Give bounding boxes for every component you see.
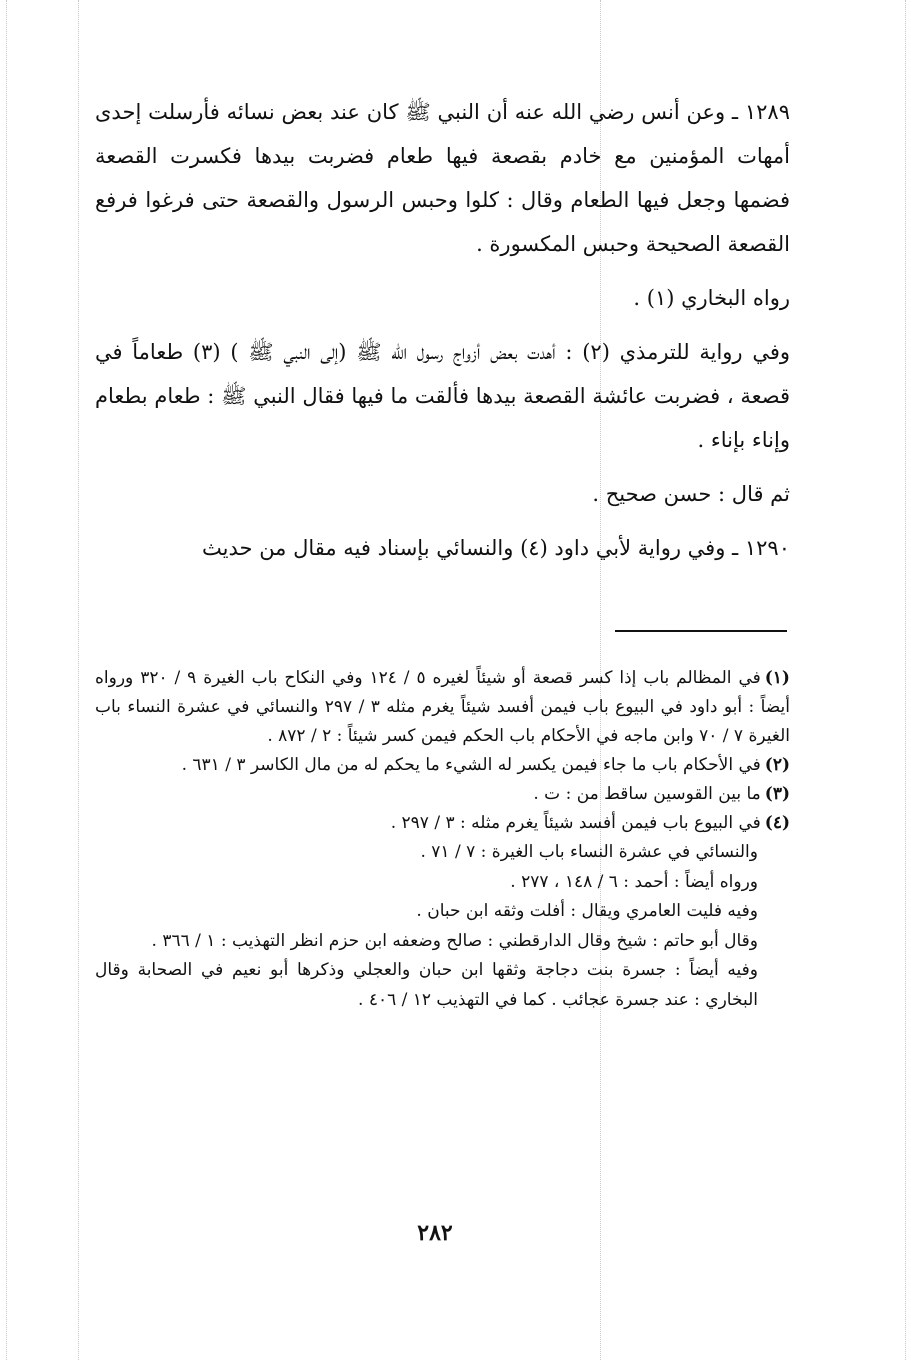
footnote-4-line: ورواه أيضاً : أحمد : ٦ / ١٤٨ ، ٢٧٧ . — [510, 871, 758, 892]
footnote-4-line: وقال أبو حاتم : شيخ وقال الدارقطني : صالح وضعفه ابن حزم انظر التهذيب : ١ / ٣٦٦ . — [151, 930, 758, 951]
tirmidhi-grading: ثم قال : حسن صحيح . — [592, 482, 790, 506]
page-number: ٢٨٢ — [417, 1220, 453, 1246]
scan-artifact-line — [905, 0, 906, 1360]
footnote-4-line: والنسائي في عشرة النساء باب الغيرة : ٧ / ٧١ . — [420, 842, 758, 862]
footnote-text: ما بين القوسين ساقط من : ت . — [533, 784, 761, 804]
footnote-text: في المظالم باب إذا كسر قصعة أو شيئاً لغيره ٥ / ١٢٤ وفي النكاح باب الغيرة ٩ / ٣٢٠ ورواه أيضاً : أبو داود في البيوع باب فيمن أفسد شيئاً يغرم مثله ٣ / ٢٩٧ والنسائي في عشرة النساء باب الغيرة ٧ / ٧٠ وابن ماجه في الأحكام باب الحكم فيمن كسر شيئاً : ٢ / ٨٧٢ . — [95, 668, 791, 746]
footnote-4-line: وفيه فليت العامري ويقال : أفلت وثقه ابن حبان . — [416, 901, 758, 921]
footnote-4-line: وفيه أيضاً : جسرة بنت دجاجة وثقها ابن حبان والعجلي وذكرها أبو نعيم في الصحابة وقال البخاري : عند جسرة عجائب . كما في التهذيب ١٢ / ٤٠٦ . — [95, 960, 758, 1010]
tirmidhi-narration: وفي رواية للترمذي (٢) : أهدت بعض أزواج رسول الله ﷺ (إلى النبي ﷺ ) (٣) طعاماً في قصعة ، فضربت عائشة القصعة بيدها فألقت ما فيها فقال النبي ﷺ : طعام بطعام وإناء بإناء . — [95, 340, 790, 452]
footnote-text: في البيوع باب فيمن أفسد شيئاً يغرم مثله : ٣ / ٢٩٧ . — [390, 813, 761, 833]
footnote-4 — [95, 809, 790, 838]
footnote-3 — [95, 780, 790, 809]
hadith-1290: ١٢٩٠ ـ وفي رواية لأبي داود (٤) والنسائي بإسناد فيه مقال من حديث — [202, 536, 790, 560]
scan-artifact-line — [78, 0, 79, 1360]
scan-artifact-line — [6, 0, 7, 1360]
footnote-text: في الأحكام باب ما جاء فيمن يكسر له الشيء ما يحكم له من مال الكاسر ٣ / ٦٣١ . — [181, 755, 761, 775]
footnote-number: (٤) — [764, 813, 790, 833]
bukhari-attribution: رواه البخاري (١) . — [633, 286, 790, 310]
footnote-number: (٣) — [764, 784, 790, 804]
footnote-1 — [95, 664, 790, 751]
footnote-number: (٢) — [764, 755, 790, 775]
footnote-number: (١) — [764, 668, 790, 688]
hadith-1289: ١٢٨٩ ـ وعن أنس رضي الله عنه أن النبي ﷺ كان عند بعض نسائه فأرسلت إحدى أمهات المؤمنين مع خادم بقصعة فيها طعام فضربت بيدها فكسرت القصعة فضمها وجعل فيها الطعام وقال : كلوا وحبس الرسول والقصعة حتى فرغوا فرفع القصعة الصحيحة وحبس المكسورة . — [95, 100, 790, 256]
footnote-separator — [615, 630, 787, 632]
main-text — [95, 90, 790, 570]
footnote-2 — [95, 751, 790, 780]
footnotes — [95, 664, 790, 1015]
